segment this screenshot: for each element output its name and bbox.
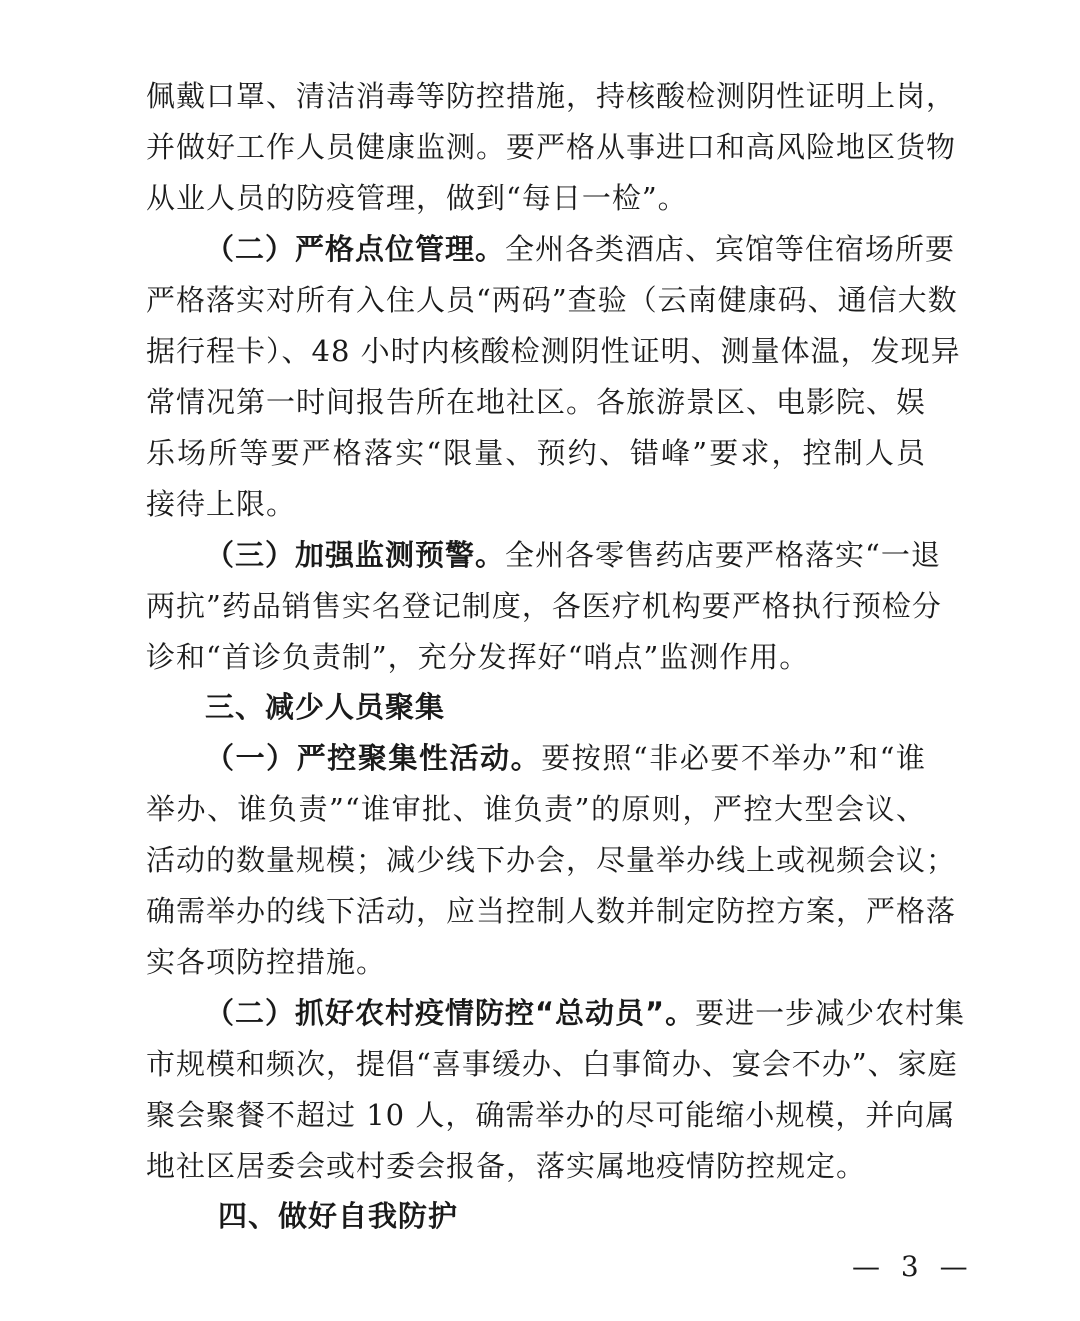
text-line: 佩戴口罩、清洁消毒等防控措施，持核酸检测阴性证明上岗， — [146, 79, 957, 113]
paragraph-lead: （三）加强监测预警。 — [205, 538, 506, 572]
text-line: 并做好工作人员健康监测。要严格从事进口和高风险地区货物 — [146, 130, 957, 164]
text-line: 确需举办的线下活动，应当控制人数并制定防控方案，严格落 — [146, 894, 957, 928]
paragraph-text: 要按照“非必要不举办”和“谁 — [541, 741, 926, 775]
paragraph-text: 全州各零售药店要严格落实“一退 — [505, 538, 941, 572]
paragraph-lead: （二）抓好农村疫情防控“总动员”。 — [205, 996, 696, 1030]
section-heading: 三、减少人员聚集 — [205, 690, 446, 724]
text-line: 从业人员的防疫管理，做到“每日一检”。 — [146, 181, 688, 215]
text-line: 活动的数量规模；减少线下办会，尽量举办线上或视频会议； — [146, 843, 957, 877]
text-line: 聚会聚餐不超过 10 人，确需举办的尽可能缩小规模，并向属 — [146, 1098, 956, 1132]
text-line: 举办、谁负责”“谁审批、谁负责”的原则，严控大型会议、 — [146, 792, 926, 826]
text-line: 乐场所等要严格落实“限量、预约、错峰”要求，控制人员 — [146, 436, 926, 470]
paragraph-first-line — [205, 231, 956, 267]
paragraph-lead: （二）严格点位管理。 — [205, 232, 506, 266]
section-heading: 四、做好自我防护 — [218, 1199, 459, 1233]
text-line: 常情况第一时间报告所在地社区。各旅游景区、电影院、娱 — [146, 385, 927, 419]
paragraph-text: 要进一步减少农村集 — [695, 996, 966, 1030]
page-number: — 3 — — [852, 1250, 974, 1283]
paragraph-first-line — [205, 740, 926, 776]
text-line: 市规模和频次，提倡“喜事缓办、白事简办、宴会不办”、家庭 — [146, 1047, 958, 1081]
text-line: 据行程卡）、48 小时内核酸检测阴性证明、测量体温，发现异 — [146, 334, 961, 368]
paragraph-text: 全州各类酒店、宾馆等住宿场所要 — [505, 232, 956, 266]
text-line: 诊和“首诊负责制”，充分发挥好“哨点”监测作用。 — [146, 640, 810, 674]
text-line: 地社区居委会或村委会报备，落实属地疫情防控规定。 — [146, 1149, 867, 1183]
text-line: 两抗”药品销售实名登记制度，各医疗机构要严格执行预检分 — [146, 589, 942, 623]
paragraph-lead: （一）严控聚集性活动。 — [205, 741, 542, 775]
text-line: 实各项防控措施。 — [146, 945, 387, 979]
text-line: 严格落实对所有入住人员“两码”查验（云南健康码、通信大数 — [146, 283, 958, 317]
paragraph-first-line — [205, 995, 966, 1031]
paragraph-first-line — [205, 537, 941, 573]
text-line: 接待上限。 — [146, 487, 297, 521]
